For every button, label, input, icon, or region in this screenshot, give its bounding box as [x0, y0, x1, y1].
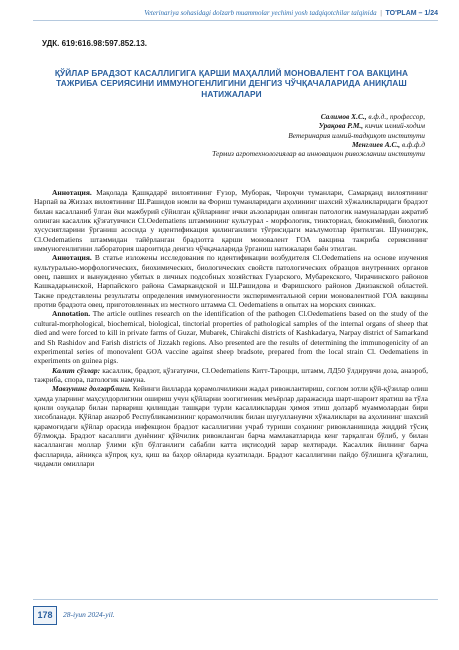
article-title: ҚЎЙЛАР БРАДЗОТ КАСАЛЛИГИГА ҚАРШИ МАҲАЛЛИЙ МОНОВАЛЕНТ ГОА ВАКЦИНА ТАЖРИБА СЕРИЯСИНИ ИММУНОГЕНЛИГИНИ ДЕНГИЗ ЧЎЧҚАЧАЛАРИДА АНИҚЛАШ НАТИЖАЛАРИ	[54, 68, 409, 99]
journal-title: Veterinariya sohasidagi dolzarb muammolar yechimi yosh tadqiqotchilar talqinida	[144, 9, 377, 17]
author-line: Салимов Х.С., в.ф.д., профессор,	[320, 112, 425, 121]
header-separator: |	[380, 9, 382, 17]
udc-code: УДК. 619:616.98:597.852.13.	[42, 39, 148, 48]
page-number: 178	[33, 606, 57, 625]
footer-divider	[33, 599, 438, 600]
author-block	[120, 112, 425, 158]
author-line: Урақова Р.М., кичик илмий-ходим	[318, 121, 425, 131]
keywords: Калит сўзлар: касаллик, брадзот, қўзғатувчи, Cl.Oedematiens Китт-Тароцци, штамм, ЛД50 ўлдирувчи доза, анаэроб, тажриба, спора, патологик намуна.	[34, 365, 428, 384]
abstract-russian: Аннотация. В статье изложены исследования по идентификации возбудителя Cl.Oedematiens на основе изучения культурально-морфологических, биохимических, биологических свойств патологических образцов внутренних органов овец, павших и вынужденно убитых в личных подсобных хозяйствах Гузарского, Мубарекского, Чирачинского районов Кашкадарьинской, Нарпайского района Самаркандской и Ш.Рашидова и Фаришского районов Джизакской областей. Также представлены результаты определения иммуногенности экспериментальной серии моновалентной ГОА вакцины против брадзота овец, приготовленных из местного штамма Cl. Oedematiens в опытах на морских свинках.	[34, 253, 428, 310]
abstract-english: Annotation. The article outlines research on the identification of the pathogen Cl.Oedematiens based on the study of the cultural-morphological, biochemical, biological, tinctorial properties of pathological samples of the internal organs of sheep that died and were forced to kill in private farms of Guzar, Mubarek, Chirakchi districts of Kashkadarya, Narpay district of Samarkand and Sh Rashidov and Farish districts of Jizzakh regions. Also presented are the results of determining the immunogenicity of an experimental series of monovalent GOA vaccine against sheep bradsote, prepared from the local strain Cl. Oedematiens in experiments on guinea pigs.	[34, 309, 428, 366]
running-header	[33, 9, 438, 17]
affiliation-line: Ветеринария илмий-тадқиқот институти	[288, 130, 425, 140]
author-line: Менглиев А.С., в.ф.ф.д	[351, 139, 425, 149]
article-body	[34, 188, 428, 468]
journal-issue: TO'PLAM – 1/24	[385, 10, 438, 17]
publication-date: 28-iyun 2024-yil.	[63, 610, 115, 619]
affiliation-line: Термиз агротехнологиялар ва инновацион ривожланиш институти	[212, 149, 425, 159]
abstract-uzbek: Аннотация. Мақолада Қашқадарё вилоятининг Ғузор, Муборак, Чироқчи туманлари, Самарқанд вилоятининг Нарпай ва Жиззах вилоятининг Ш.Рашидов номли ва Фориш туманларидаги аҳолининг шахсий хўжаликларидаги брадзот билан касалланиб ўлган ёки мажбурий сўйилган қўйларнинг ички аъзоларидан олинган патологик намуналардан ажратиб олинган касаллик қўзғатувчиси Cl.Oedematiens штаммининг культурал - морфологик, тинкториал, биокимёвий, биологик хусусиятларини ўрганиш асосида у идентификация қилинганлиги тўғрисидаги маълумотлар ёритилган. Шунингдек, Cl.Oedematiens штаммидан тайёрланган брадзотга қарши моновалент ГОА вакцина тажриба сериясининг иммуногенлигини лаборатория шароитида денгиз чўчқачаларида ўрганиш натижалари баён этилган.	[34, 188, 428, 254]
introduction: Мавзунинг долзарблиги. Кейинги йилларда қорамолчиликни жадал ривожлантириш, соғлом зотли қўй-қўзилар олиш ҳамда уларнинг маҳсулдорлигини ошириш учун қўйларни зоогигиеник меъёрлар даражасида шарт-шароит яратиш ва тўла қонли озуқалар билан парвариш қилишдан ташқари турли касалликлардан ҳимоя этиш долзарб муаммолардан бири хисобланади. Қўйлар анаэроб Республикамизнинг қорамолчилик билан шуғулланувчи хўжаликлари ва аҳолининг шахсий қарамоғидаги қўйлар орасида инфекцион брадзот касаллигини учраб туриши соҳанинг ривожланишида жиддий тўсиқ бўлмоқда. Брадзот касаллиги дунёнинг қўйчилик ривожланган барча мамлакатларида кенг тарқалган бўлиб, у билан касалланган моллар ўлими кўп бўлганлиги сабабли катта иқтисодий зарар келтиради. Касаллик йилнинг барча фаслларида, айниқса кўпроқ куз, қиш ва баҳор ойларида кузатилади. Брадзот касаллигини пайдо бўлишига қўзғалиш, чидамли омиллари	[34, 384, 428, 468]
header-divider	[33, 20, 438, 21]
